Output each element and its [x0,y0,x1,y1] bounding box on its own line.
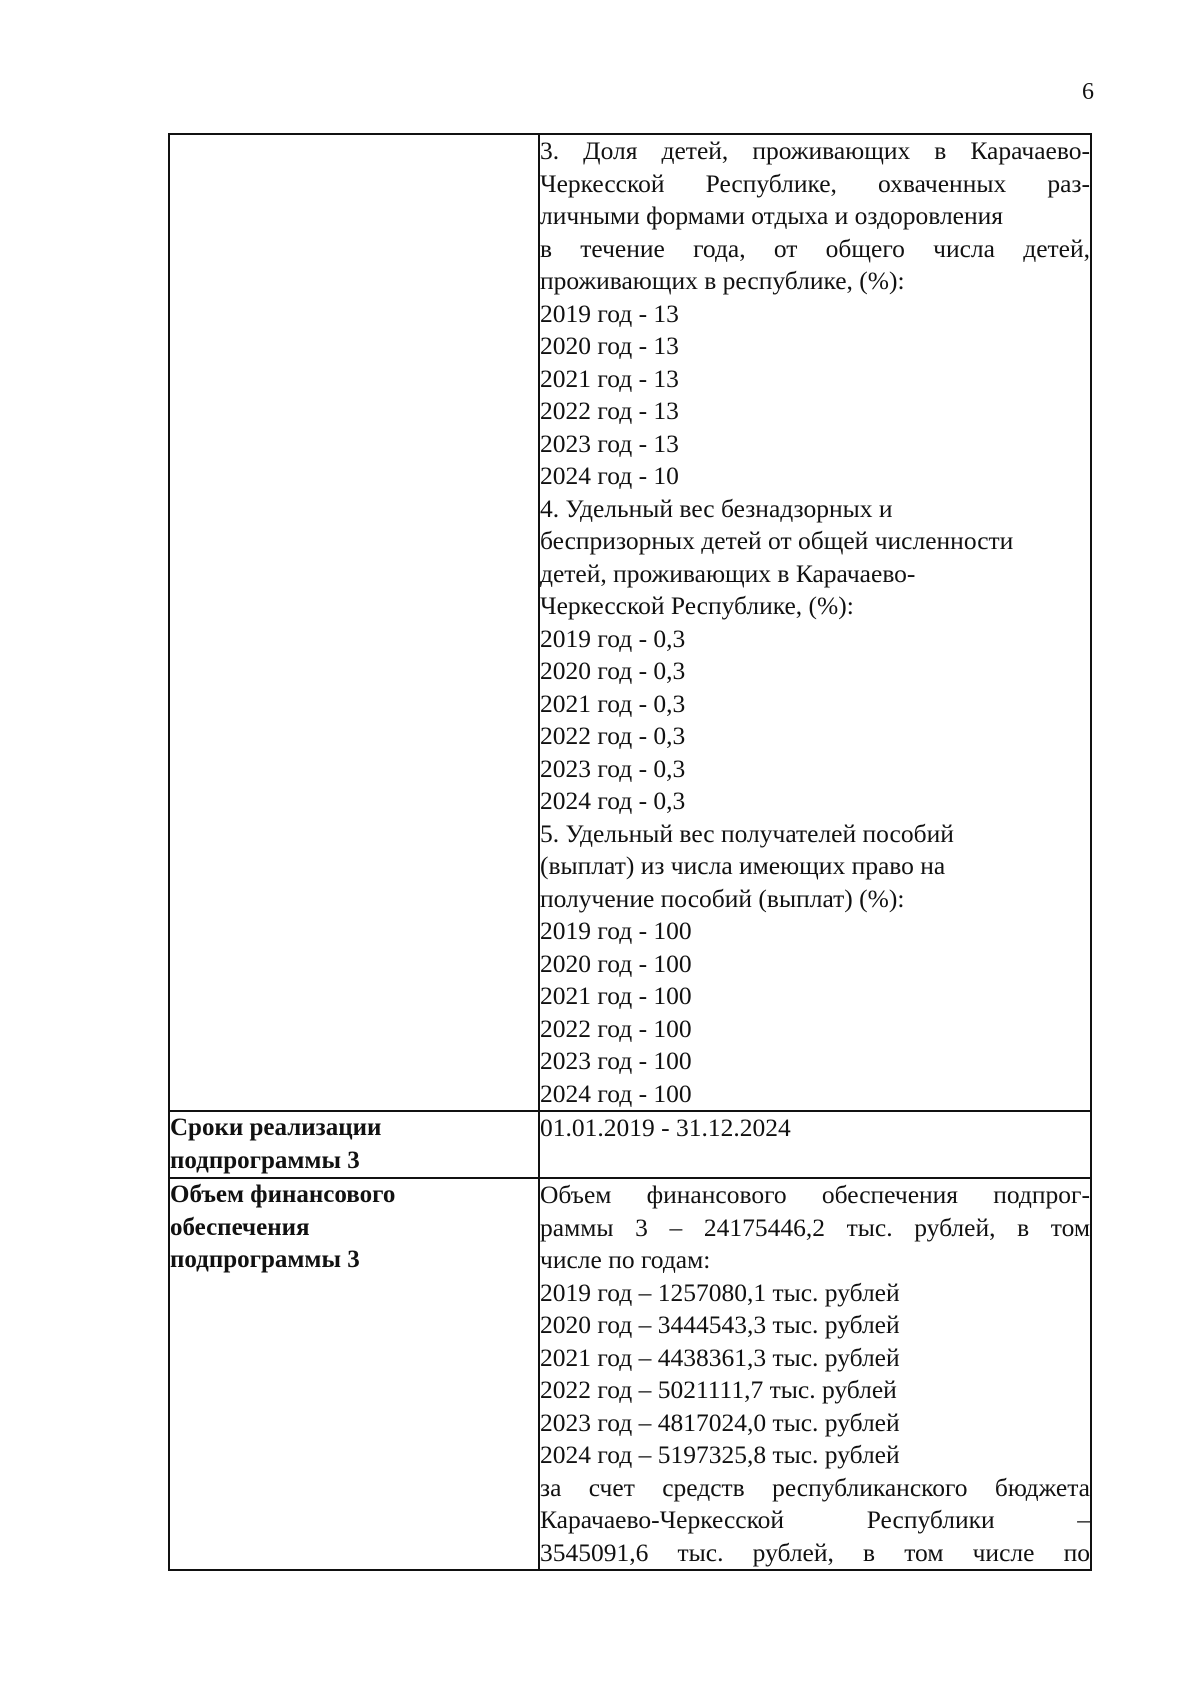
terms-label-line-2: подпрограммы 3 [170,1146,360,1174]
funding-label-cell [169,1178,539,1570]
funding-value-2020: 2020 год – 3444543,3 тыс. рублей [540,1310,900,1339]
indicators-row [169,134,1091,1111]
funding-label-line-1: Объем финансового [170,1181,396,1208]
passport-table [168,133,1092,1571]
terms-row [169,1111,1091,1178]
funding-budget-line-2-right: – [1077,1505,1090,1534]
indicator-4-value-2023: 2023 год - 0,3 [540,753,686,783]
indicator-3-value-2024: 2024 год - 10 [540,461,679,490]
indicator-5-line-2: (выплат) из числа имеющих право на [540,851,946,880]
indicator-4-value-2020: 2020 год - 0,3 [540,656,686,685]
funding-label-line-3: подпрограммы 3 [170,1246,360,1273]
funding-text-line-2: раммы 3 – 24175446,2 тыс. рублей, в том [540,1212,1090,1242]
indicator-4-line-1: 4. Удельный вес безнадзорных и [540,493,893,523]
indicator-4-value-2021: 2021 год - 0,3 [540,688,686,718]
indicator-3-value-2022: 2022 год - 13 [540,396,679,425]
terms-value: 01.01.2019 - 31.12.2024 [540,1113,791,1142]
indicator-4-line-4: Черкесской Республике, (%): [540,591,854,620]
indicator-3-value-2020: 2020 год - 13 [540,331,679,360]
funding-text-line-1: Объем финансового обеспечения подпрог- [540,1180,1090,1209]
funding-value-2021: 2021 год – 4438361,3 тыс. рублей [540,1342,900,1372]
funding-budget-line-3: 3545091,6 тыс. рублей, в том числе по [540,1537,1090,1567]
funding-value-2022: 2022 год – 5021111,7 тыс. рублей [540,1375,897,1404]
terms-label-line-1: Сроки реализации [170,1114,382,1141]
funding-budget-line-2 [540,1504,1090,1537]
indicators-value-cell [539,134,1091,1111]
indicator-4-value-2019: 2019 год - 0,3 [540,623,686,653]
indicator-5-value-2024: 2024 год - 100 [540,1078,692,1108]
indicator-5-value-2019: 2019 год - 100 [540,916,692,945]
indicator-3-line-1: 3. Доля детей, проживающих в Карачаево- [540,136,1090,165]
funding-text-line-3: числе по годам: [540,1245,711,1274]
funding-budget-line-2-left: Карачаево-Черкесской [540,1505,785,1534]
indicator-3-line-5: проживающих в республике, (%): [540,266,905,295]
indicator-5-value-2021: 2021 год - 100 [540,981,692,1010]
indicator-5-value-2023: 2023 год - 100 [540,1046,692,1075]
indicator-3-line-2: Черкесской Республике, охваченных раз- [540,168,1090,198]
indicator-4-value-2022: 2022 год - 0,3 [540,721,686,750]
funding-row [169,1178,1091,1570]
indicator-5-line-3: получение пособий (выплат) (%): [540,883,905,913]
funding-label-line-2: обеспечения [170,1213,310,1241]
indicator-3-value-2021: 2021 год - 13 [540,363,679,393]
page-number: 6 [1082,79,1094,105]
indicators-label-cell [169,134,539,1111]
indicator-4-value-2024: 2024 год - 0,3 [540,786,686,815]
indicator-3-value-2019: 2019 год - 13 [540,298,679,328]
indicator-4-line-2: беспризорных детей от общей численности [540,526,1014,555]
indicator-3-value-2023: 2023 год - 13 [540,428,679,458]
funding-budget-line-1: за счет средств республиканского бюджета [540,1472,1090,1502]
funding-value-2024: 2024 год – 5197325,8 тыс. рублей [540,1440,900,1469]
indicator-5-line-1: 5. Удельный вес получателей пособий [540,818,954,848]
funding-value-cell [539,1178,1091,1570]
terms-value-cell [539,1111,1091,1178]
funding-value-2023: 2023 год – 4817024,0 тыс. рублей [540,1407,900,1437]
indicator-5-value-2022: 2022 год - 100 [540,1013,692,1043]
terms-label-cell [169,1111,539,1178]
indicator-3-line-4: в течение года, от общего числа детей, [540,233,1090,263]
indicator-5-value-2020: 2020 год - 100 [540,948,692,978]
funding-budget-line-2-mid: Республики [866,1505,995,1534]
funding-value-2019: 2019 год – 1257080,1 тыс. рублей [540,1277,900,1307]
indicator-4-line-3: детей, проживающих в Карачаево- [540,558,916,588]
indicator-3-line-3: личными формами отдыха и оздоровления [540,201,1004,230]
